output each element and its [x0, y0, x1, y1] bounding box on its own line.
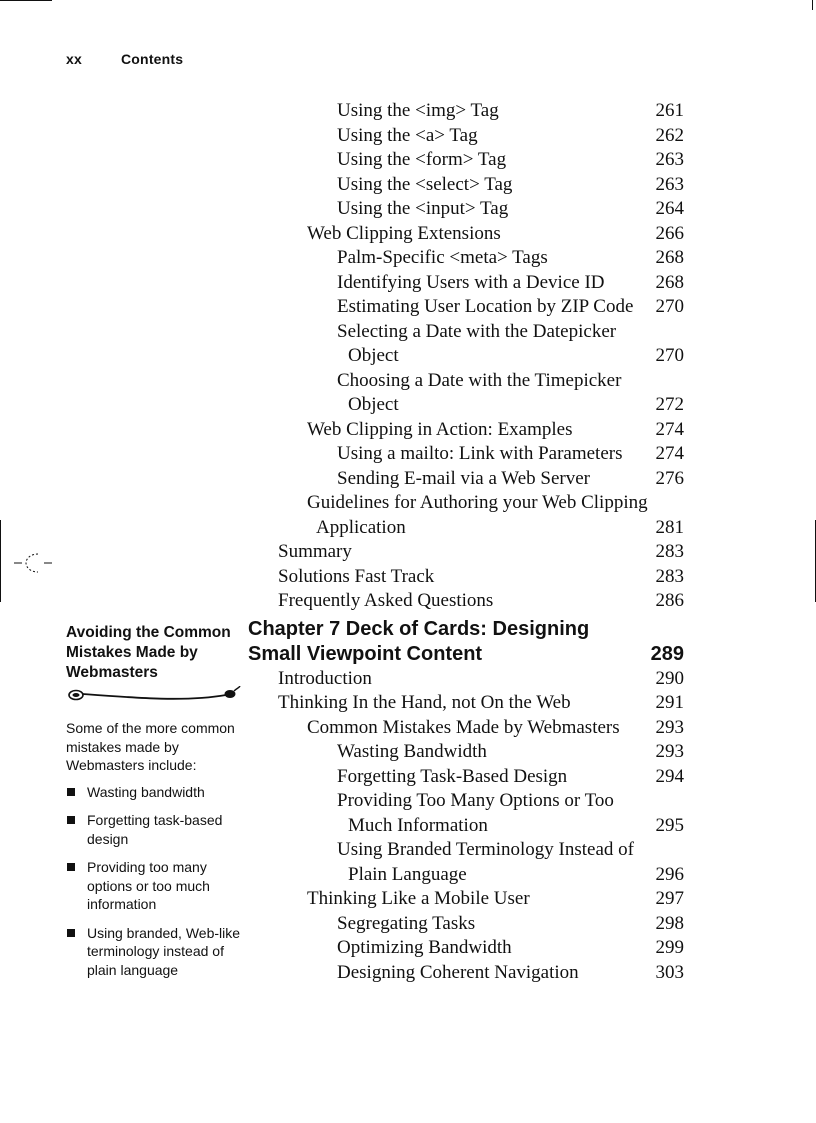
header-page-number: xx: [66, 51, 82, 67]
sidebar-list: [66, 783, 241, 980]
toc-entry-title: Web Clipping Extensions: [307, 222, 501, 244]
toc-entry-title: Object: [348, 345, 399, 366]
toc-entry-page: 276: [655, 467, 684, 489]
toc-entry-title: Guidelines for Authoring your Web Clipping: [307, 492, 648, 513]
toc-entry-page: 298: [655, 912, 684, 934]
toc-entry: [248, 295, 688, 320]
toc-entry-page: 264: [655, 198, 684, 219]
square-bullet-icon: [67, 816, 75, 824]
chapter-heading-line-1: [248, 617, 688, 642]
toc-entry-page: 281: [655, 516, 684, 538]
toc-entry: [248, 961, 688, 986]
sidebar-note: [66, 623, 241, 989]
toc-entry: [248, 344, 688, 369]
toc-entry-title: Using a mailto: Link with Parameters: [337, 443, 623, 464]
toc-entry: [248, 197, 688, 222]
toc-entry-page: 263: [655, 173, 684, 195]
toc-entry-title: Frequently Asked Questions: [278, 590, 494, 611]
toc-entry-page: 274: [655, 418, 684, 440]
toc-entry: [248, 789, 688, 814]
toc-entry-title: Introduction: [278, 667, 372, 689]
toc-entry-page: 283: [655, 565, 684, 587]
running-header: [66, 51, 183, 67]
toc-entry-page: 286: [655, 590, 684, 611]
toc-entry: [248, 467, 688, 492]
toc-entry-page: 270: [655, 296, 684, 317]
toc-entry-title: Thinking In the Hand, not On the Web: [278, 692, 571, 713]
toc-entry-title: Optimizing Bandwidth: [337, 937, 512, 958]
toc-entry: [248, 838, 688, 863]
toc-entry-title: Much Information: [348, 814, 488, 836]
toc-entry: [248, 936, 688, 961]
toc-entry-page: 293: [655, 741, 684, 762]
toc-entry: [248, 740, 688, 765]
crop-mark-left: [0, 520, 1, 602]
toc-entry-page: 268: [655, 247, 684, 268]
crop-mark-top: [0, 0, 52, 1]
toc-entry-page: 291: [655, 692, 684, 713]
square-bullet-icon: [67, 788, 75, 796]
square-bullet-icon: [67, 863, 75, 871]
toc-entry: [248, 173, 688, 198]
toc-entry: [248, 667, 688, 692]
registration-mark-icon: [14, 550, 54, 576]
toc-entry: [248, 912, 688, 937]
toc-entry-page: 283: [655, 541, 684, 562]
toc-entry-title: Using the <img> Tag: [337, 100, 499, 121]
toc-entry-title: Palm-Specific <meta> Tags: [337, 247, 548, 268]
toc-entry-title: Web Clipping in Action: Examples: [307, 418, 573, 440]
toc-entry-page: 296: [655, 863, 684, 885]
toc-entry: [248, 246, 688, 271]
sidebar-intro: Some of the more common mistakes made by Webmasters include:: [66, 720, 235, 773]
toc-entry-title: Plain Language: [348, 863, 467, 885]
toc-entry: [248, 271, 688, 296]
toc-entry-page: 297: [655, 888, 684, 909]
toc-entry-page: 263: [655, 149, 684, 170]
toc-entry-title: Estimating User Location by ZIP Code: [337, 296, 634, 317]
square-bullet-icon: [67, 929, 75, 937]
toc-entry-page: 293: [655, 716, 684, 738]
toc-entry-title: Providing Too Many Options or Too: [337, 790, 614, 811]
toc-entry-title: Using the <a> Tag: [337, 124, 478, 146]
toc-entry: [248, 418, 688, 443]
toc-entry-title: Using Branded Terminology Instead of: [337, 839, 634, 860]
toc-entry-title: Object: [348, 394, 399, 415]
sidebar-list-item: Wasting bandwidth: [66, 783, 241, 802]
toc-entry-title: Using the <form> Tag: [337, 149, 507, 170]
toc-entry: [248, 516, 688, 541]
toc-entry-title: Common Mistakes Made by Webmasters: [307, 716, 620, 738]
toc-entry-page: 272: [655, 394, 684, 415]
toc-entry-page: 262: [655, 124, 684, 146]
toc-entry-title: Solutions Fast Track: [278, 565, 435, 587]
toc-entry-title: Forgetting Task-Based Design: [337, 765, 568, 787]
toc-entry: [248, 320, 688, 345]
toc-entry: [248, 148, 688, 173]
sidebar-list-item: Providing too many options or too much information: [66, 858, 241, 914]
toc-entry-title: Summary: [278, 541, 352, 562]
toc-entry-page: 266: [655, 222, 684, 244]
toc-section-previous: [248, 99, 688, 614]
toc-entry: [248, 442, 688, 467]
toc-entry: [248, 863, 688, 888]
toc-entry-title: Thinking Like a Mobile User: [307, 888, 530, 909]
toc-entry-title: Using the <select> Tag: [337, 173, 513, 195]
toc-entry-title: Using the <input> Tag: [337, 198, 509, 219]
toc-entry-title: Application: [316, 516, 406, 538]
chapter-page-number: 289: [650, 642, 684, 665]
toc-entry: [248, 491, 688, 516]
sidebar-list-item: Using branded, Web-like terminology instead of plain language: [66, 924, 241, 980]
toc-entry: [248, 814, 688, 839]
toc-section-chapter-7: [248, 667, 688, 986]
toc-entry: [248, 765, 688, 790]
header-title: Contents: [121, 51, 184, 67]
toc-entry: [248, 99, 688, 124]
chapter-title-line-2: Small Viewpoint Content: [248, 642, 483, 665]
toc-entry: [248, 565, 688, 590]
toc-entry: [248, 887, 688, 912]
toc-entry-page: 294: [655, 765, 684, 787]
toc-entry-page: 290: [655, 667, 684, 689]
toc-entry-page: 274: [655, 443, 684, 464]
chapter-heading-line-2: [248, 642, 688, 667]
toc-entry-title: Wasting Bandwidth: [337, 741, 487, 762]
sidebar-title: Avoiding the Common Mistakes Made by Webmasters: [66, 624, 231, 681]
toc-entry-title: Segregating Tasks: [337, 912, 476, 934]
toc-entry-page: 268: [655, 271, 684, 293]
toc-entry: [248, 369, 688, 394]
toc-entry: [248, 716, 688, 741]
toc-entry-title: Choosing a Date with the Timepicker: [337, 369, 622, 391]
toc-entry: [248, 222, 688, 247]
toc-entry-title: Selecting a Date with the Datepicker: [337, 320, 617, 342]
table-of-contents: [248, 99, 688, 985]
chapter-title-line-1: Chapter 7 Deck of Cards: Designing: [248, 617, 590, 640]
toc-entry-page: 270: [655, 345, 684, 366]
toc-entry-page: 303: [655, 961, 684, 983]
toc-entry-title: Designing Coherent Navigation: [337, 961, 579, 983]
toc-entry: [248, 691, 688, 716]
sidebar-list-item: Forgetting task-based design: [66, 811, 241, 848]
toc-entry-page: 299: [655, 937, 684, 958]
toc-entry-title: Sending E-mail via a Web Server: [337, 467, 590, 489]
toc-entry: [248, 124, 688, 149]
toc-entry: [248, 540, 688, 565]
toc-entry: [248, 589, 688, 614]
toc-entry-page: 295: [655, 814, 684, 836]
crop-mark-top-right: [812, 0, 813, 10]
toc-entry: [248, 393, 688, 418]
sidebar-divider-ornament: [66, 686, 241, 708]
toc-entry-title: Identifying Users with a Device ID: [337, 271, 605, 293]
toc-entry-page: 261: [655, 100, 684, 121]
